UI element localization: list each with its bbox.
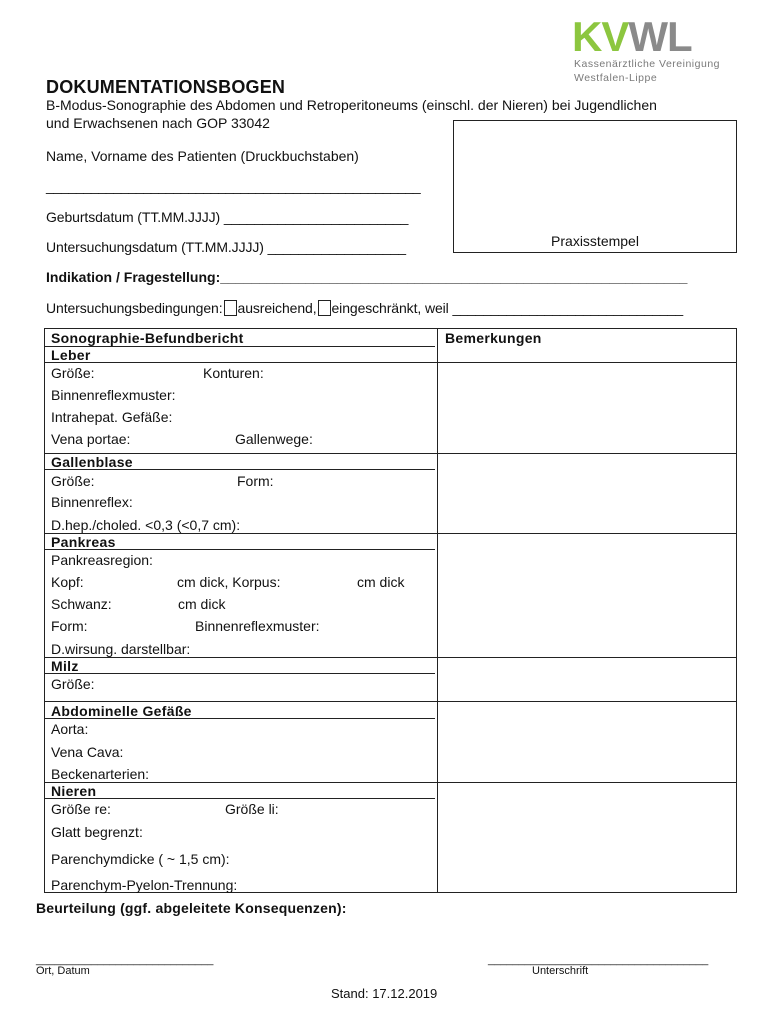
exam-conditions [46, 300, 683, 316]
divider-pankreas [45, 533, 736, 534]
gallenblase-binnenreflex[interactable]: Binnenreflex: [51, 494, 133, 510]
divider-leber-top [45, 346, 435, 347]
patient-name-field[interactable]: __________________________________________________ [46, 178, 421, 194]
checkbox-limited[interactable] [318, 300, 331, 316]
option-sufficient-label: ausreichend, [237, 300, 317, 316]
divider-leber [45, 362, 736, 363]
leber-binnenreflexmuster[interactable]: Binnenreflexmuster: [51, 387, 176, 403]
logo-line-1: Kassenärztliche Vereinigung [574, 58, 721, 70]
gallenblase-groesse[interactable]: Größe: [51, 473, 95, 489]
subtitle-line-2: und Erwachsenen nach GOP 33042 [46, 115, 270, 131]
pankreas-kopf[interactable]: Kopf: [51, 574, 84, 590]
nieren-groesse-re[interactable]: Größe re: [51, 801, 111, 817]
practice-stamp-box [453, 120, 737, 253]
checkbox-sufficient[interactable] [224, 300, 237, 316]
divider-milz-head [45, 673, 435, 674]
leber-gefaesse[interactable]: Intrahepat. Gefäße: [51, 409, 173, 425]
birth-date-field[interactable]: Geburtsdatum (TT.MM.JJJJ) ________________________ [46, 209, 409, 225]
revision-date: Stand: 17.12.2019 [331, 986, 438, 1001]
section-gefaesse: Abdominelle Gefäße [51, 703, 192, 719]
leber-gallenwege[interactable]: Gallenwege: [235, 431, 313, 447]
subtitle-line-1: B-Modus-Sonographie des Abdomen und Retroperitoneums (einschl. der Nieren) bei Jugendlichen [46, 97, 657, 113]
milz-groesse[interactable]: Größe: [51, 676, 95, 692]
patient-name-label: Name, Vorname des Patienten (Druckbuchstaben) [46, 148, 359, 164]
pankreas-korpus-unit: cm dick [357, 574, 405, 590]
practice-stamp-label: Praxisstempel [551, 233, 639, 249]
table-head-remarks: Bemerkungen [445, 330, 542, 346]
leber-konturen[interactable]: Konturen: [203, 365, 264, 381]
pankreas-dwirsung[interactable]: D.wirsung. darstellbar: [51, 641, 191, 657]
pankreas-binnenreflexmuster[interactable]: Binnenreflexmuster: [195, 618, 320, 634]
gefaesse-vena-cava[interactable]: Vena Cava: [51, 744, 124, 760]
section-nieren: Nieren [51, 783, 97, 799]
gefaesse-becken[interactable]: Beckenarterien: [51, 766, 150, 782]
leber-groesse[interactable]: Größe: [51, 365, 95, 381]
pankreas-region[interactable]: Pankreasregion: [51, 552, 153, 568]
option-limited-label[interactable]: eingeschränkt, weil ______________________________ [331, 300, 684, 316]
exam-date-field[interactable]: Untersuchungsdatum (TT.MM.JJJJ) __________________ [46, 239, 406, 255]
signature-label: Unterschrift [532, 965, 589, 977]
findings-table [44, 328, 737, 893]
logo-letters-wl: WL [628, 13, 692, 60]
page-title: DOKUMENTATIONSBOGEN [46, 77, 286, 97]
nieren-parenchymdicke[interactable]: Parenchymdicke ( ~ 1,5 cm): [51, 851, 230, 867]
place-date-label: Ort, Datum [36, 965, 90, 977]
nieren-groesse-li[interactable]: Größe li: [225, 801, 279, 817]
logo-letters [572, 13, 692, 60]
pankreas-schwanz-unit: cm dick [178, 596, 226, 612]
divider-nieren [45, 782, 736, 783]
conditions-label: Untersuchungsbedingungen: [46, 300, 223, 316]
section-leber: Leber [51, 347, 91, 363]
table-head-findings: Sonographie-Befundbericht [51, 330, 244, 346]
column-divider [437, 329, 438, 892]
pankreas-schwanz[interactable]: Schwanz: [51, 596, 112, 612]
gallenblase-dhep[interactable]: D.hep./choled. <0,3 (<0,7 cm): [51, 517, 241, 533]
nieren-trennung[interactable]: Parenchym-Pyelon-Trennung: [51, 877, 238, 893]
divider-gefaesse [45, 701, 736, 702]
pankreas-form[interactable]: Form: [51, 618, 88, 634]
divider-gallenblase [45, 453, 736, 454]
section-gallenblase: Gallenblase [51, 454, 133, 470]
logo-line-2: Westfalen-Lippe [574, 72, 658, 84]
gallenblase-form[interactable]: Form: [237, 473, 274, 489]
divider-nieren-head [45, 798, 435, 799]
signature-line[interactable]: ____________________________________ [488, 954, 709, 966]
logo-letter-v: V [601, 13, 629, 60]
nieren-glatt[interactable]: Glatt begrenzt: [51, 824, 143, 840]
section-milz: Milz [51, 658, 79, 674]
logo-letter-k: K [572, 13, 602, 60]
place-date-line[interactable]: _____________________________ [36, 954, 214, 966]
indication-field[interactable]: Indikation / Fragestellung:____________________________________________________________ [46, 269, 688, 285]
pankreas-kopf-unit[interactable]: cm dick, Korpus: [177, 574, 281, 590]
gefaesse-aorta[interactable]: Aorta: [51, 721, 89, 737]
assessment-label[interactable]: Beurteilung (ggf. abgeleitete Konsequenzen): [36, 900, 347, 916]
leber-vena-portae[interactable]: Vena portae: [51, 431, 131, 447]
section-pankreas: Pankreas [51, 534, 116, 550]
divider-milz [45, 657, 736, 658]
